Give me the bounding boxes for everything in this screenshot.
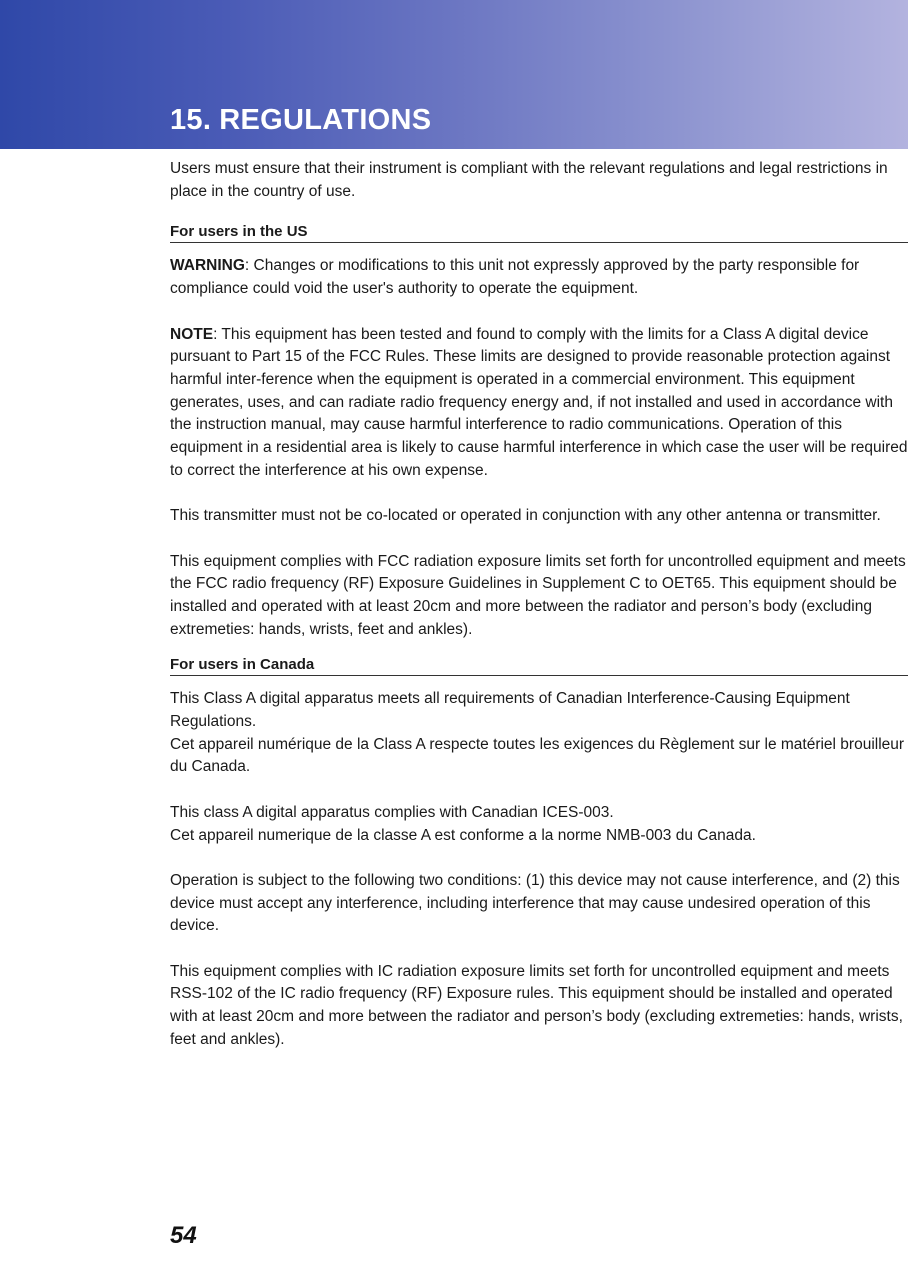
chapter-number: 15.: [170, 104, 212, 136]
page-number: 54: [170, 1222, 197, 1249]
chapter-title-text: REGULATIONS: [219, 104, 432, 136]
canada-section-heading: For users in Canada: [170, 655, 908, 676]
note-label: NOTE: [170, 325, 214, 343]
page-content: [170, 158, 908, 1052]
conditions-paragraph: Operation is subject to the following two conditions: (1) this device may not cause interference, and (2) this device must accept any interference, including interference that may cause undesired operation of this device.: [170, 871, 900, 935]
note-paragraph: [170, 324, 908, 483]
note-text: : This equipment has been tested and found to comply with the limits for a Class A digital device pursuant to Part 15 of the FCC Rules. These limits are designed to provide reasonable protection against harmful inter-ference when the equipment is operated in a commercial environment. This equipment generates, uses, and can radiate radio frequency energy and, if not installed and used in accordance with the instruction manual, may cause harmful interference to radio communications. Operation of this equipment in a residential area is likely to cause harmful interference in which case the user will be required to correct the interference at his own expense.: [170, 325, 908, 479]
warning-paragraph: [170, 255, 908, 300]
ices-french: Cet appareil numerique de la classe A est conforme a la norme NMB-003 du Canada.: [170, 826, 756, 844]
us-section-heading: For users in the US: [170, 222, 908, 243]
warning-label: WARNING: [170, 257, 245, 275]
class-a-french: Cet appareil numérique de la Class A respecte toutes les exigences du Règlement sur le matériel brouilleur du Canada.: [170, 735, 905, 776]
chapter-title: [170, 104, 431, 137]
chapter-header-band: [0, 0, 908, 149]
ices-english: This class A digital apparatus complies with Canadian ICES-003.: [170, 803, 614, 821]
warning-text: : Changes or modifications to this unit not expressly approved by the party responsible for compliance could void the user's authority to operate the equipment.: [170, 257, 860, 298]
class-a-english: This Class A digital apparatus meets all requirements of Canadian Interference-Causing Equipment Regulations.: [170, 690, 850, 731]
fcc-exposure-paragraph: This equipment complies with FCC radiation exposure limits set forth for uncontrolled equipment and meets the FCC radio frequency (RF) Exposure Guidelines in Supplement C to OET65. This equipment should be installed and operated with at least 20cm and more between the radiator and person’s body (excluding extremeties: hands, wrists, feet and ankles).: [170, 552, 906, 638]
transmitter-paragraph: This transmitter must not be co-located or operated in conjunction with any other antenna or transmitter.: [170, 507, 881, 525]
intro-paragraph: Users must ensure that their instrument is compliant with the relevant regulations and legal restrictions in place in the country of use.: [170, 160, 888, 200]
ic-exposure-paragraph: This equipment complies with IC radiation exposure limits set forth for uncontrolled equipment and meets RSS-102 of the IC radio frequency (RF) Exposure rules. This equipment should be installed and operated with at least 20cm and more between the radiator and person’s body (excluding extremeties: hands, wrists, feet and ankles).: [170, 962, 903, 1048]
